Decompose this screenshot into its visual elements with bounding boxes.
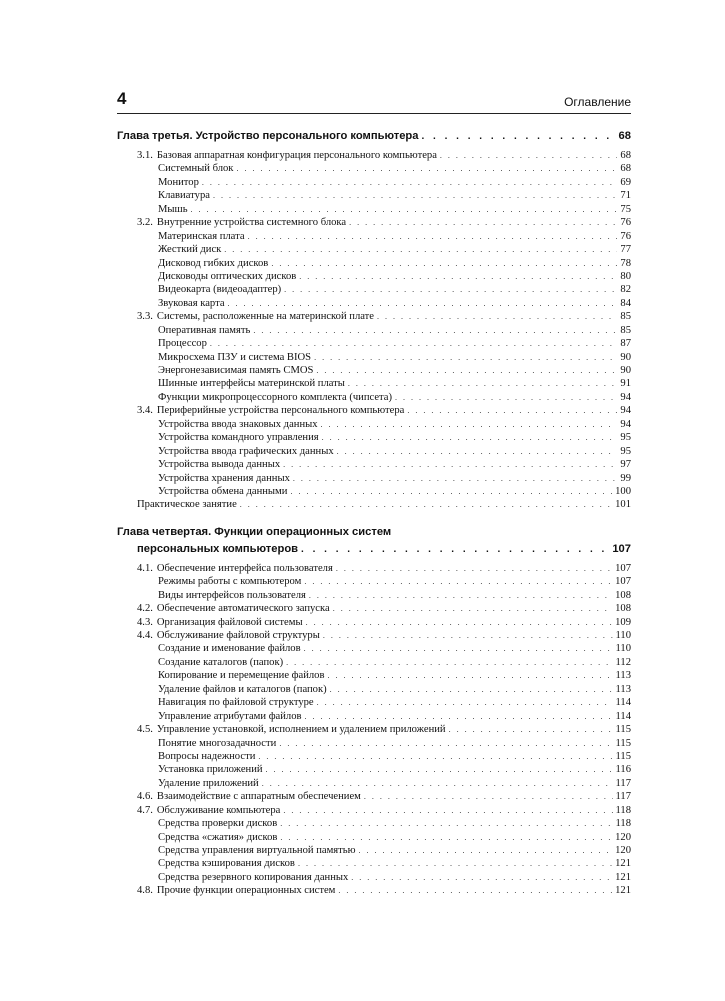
toc-subsection-entry[interactable]	[117, 297, 631, 310]
entry-page-number: 84	[620, 297, 631, 309]
entry-page-number: 85	[620, 311, 631, 323]
entry-page-number: 118	[615, 804, 631, 816]
toc-subsection-entry[interactable]	[117, 485, 631, 498]
dot-leader	[322, 431, 618, 444]
dot-leader	[314, 351, 617, 364]
dot-leader	[279, 737, 612, 750]
entry-page-number: 116	[615, 764, 631, 776]
page-header	[117, 91, 631, 114]
entry-title: Системы, расположенные на материнской плате	[156, 311, 374, 323]
entry-page-number: 94	[620, 418, 631, 430]
toc-subsection-entry[interactable]	[117, 351, 631, 364]
section-number: 4.4.	[137, 630, 153, 641]
spacer	[117, 512, 631, 524]
entry-title: Создание каталогов (папок)	[158, 656, 284, 668]
dot-leader	[258, 750, 612, 763]
entry-title: Внутренние устройства системного блока	[156, 217, 347, 229]
entry-title: Клавиатура	[158, 190, 210, 202]
entry-title: Устройства обмена данными	[158, 485, 288, 497]
entry-page-number: 110	[615, 643, 631, 655]
section-number: 4.2.	[137, 603, 153, 615]
entry-title: Копирование и перемещение файлов	[158, 670, 325, 682]
dot-leader	[349, 216, 617, 229]
section-number: 4.1.	[137, 562, 153, 574]
toc-subsection-entry[interactable]	[117, 458, 631, 471]
section-number: 4.6.	[137, 791, 153, 803]
entry-title: Видеокарта (видеоадаптер)	[158, 284, 282, 296]
section-number: 4.7.	[137, 804, 153, 816]
dot-leader	[317, 696, 613, 709]
dot-leader	[213, 189, 617, 202]
dot-leader	[266, 763, 613, 776]
toc-subsection-entry[interactable]	[117, 431, 631, 444]
toc-subsection-entry[interactable]	[117, 324, 631, 337]
entry-page-number: 113	[615, 683, 631, 695]
chapter-4-page: 107	[612, 542, 631, 555]
toc-subsection-entry[interactable]	[117, 176, 631, 189]
entry-title: Взаимодействие с аппаратным обеспечением	[156, 791, 361, 803]
dot-leader	[364, 790, 613, 803]
chapter-4-title-line2: персональных компьютеров	[137, 542, 299, 555]
dot-leader	[228, 297, 618, 310]
entry-page-number: 121	[615, 885, 631, 897]
toc-subsection-entry[interactable]	[117, 831, 631, 844]
toc-section-entry[interactable]	[117, 216, 631, 229]
chapter-3-title: Глава третья. Устройство персонального компьютера	[117, 130, 419, 142]
page-number: 4	[117, 89, 127, 108]
dot-leader	[240, 498, 612, 511]
entry-page-number: 90	[620, 351, 631, 363]
entry-title: Дисководы оптических дисков	[158, 270, 297, 282]
entry-title: Режимы работы с компьютером	[158, 576, 302, 588]
dot-leader	[298, 857, 612, 870]
toc-subsection-entry[interactable]	[117, 257, 631, 270]
entry-page-number: 117	[615, 791, 631, 803]
entry-page-number: 82	[620, 284, 631, 296]
dot-leader	[336, 562, 612, 575]
toc-subsection-entry[interactable]	[117, 270, 631, 283]
dot-leader	[338, 884, 612, 897]
dot-leader	[304, 642, 613, 655]
section-number: 3.3.	[137, 311, 153, 323]
toc-subsection-entry[interactable]	[117, 377, 631, 390]
entry-title: Обслуживание компьютера	[156, 804, 281, 816]
section-number: 3.1.	[137, 150, 153, 161]
dot-leader	[323, 629, 613, 642]
entry-title: Устройства ввода знаковых данных	[158, 418, 318, 430]
entry-title: Шинные интерфейсы материнской платы	[158, 378, 345, 390]
dot-leader	[304, 575, 612, 588]
toc-section-entry[interactable]	[117, 616, 631, 629]
entry-page-number: 101	[615, 499, 631, 511]
entry-title: Навигация по файловой структуре	[158, 697, 314, 709]
toc-subsection-entry[interactable]	[117, 737, 631, 750]
toc-subsection-entry[interactable]	[117, 472, 631, 485]
entry-page-number: 76	[620, 230, 631, 242]
entry-page-number: 78	[620, 257, 631, 269]
dot-leader	[316, 364, 617, 377]
entry-title: Энергонезависимая память CMOS	[158, 365, 314, 376]
entry-page-number: 115	[615, 724, 631, 736]
toc-subsection-entry[interactable]	[117, 445, 631, 458]
entry-page-number: 90	[620, 365, 631, 376]
entry-page-number: 68	[620, 163, 631, 175]
dot-leader	[271, 257, 617, 270]
entry-title: Организация файловой системы	[156, 616, 303, 628]
entry-title: Жесткий диск	[158, 244, 222, 256]
toc-subsection-entry[interactable]	[117, 364, 631, 377]
entry-title: Создание и именование файлов	[158, 643, 301, 655]
entry-page-number: 68	[620, 150, 631, 161]
entry-title: Обслуживание файловой структуры	[156, 630, 320, 641]
entry-page-number: 100	[615, 485, 631, 497]
dot-leader	[293, 472, 618, 485]
dot-leader	[299, 270, 617, 283]
entry-title: Практическое занятие	[137, 499, 237, 511]
entry-title: Средства управления виртуальной памятью	[158, 845, 356, 856]
dot-leader	[449, 723, 613, 736]
toc-subsection-entry[interactable]	[117, 763, 631, 776]
dot-leader	[253, 324, 617, 337]
entry-title: Прочие функции операционных систем	[156, 885, 336, 897]
toc-subsection-entry[interactable]	[117, 777, 631, 790]
entry-page-number: 94	[620, 405, 631, 417]
entry-title: Оперативная память	[158, 324, 251, 336]
table-of-contents	[117, 128, 631, 898]
entry-title: Вопросы надежности	[158, 750, 256, 762]
entry-title: Монитор	[158, 176, 199, 188]
dot-leader	[330, 683, 613, 696]
toc-subsection-entry[interactable]	[117, 498, 631, 511]
entry-page-number: 91	[620, 378, 631, 390]
dot-leader	[440, 149, 618, 162]
entry-page-number: 114	[615, 710, 631, 722]
toc-subsection-entry[interactable]	[117, 230, 631, 243]
dot-leader	[290, 485, 612, 498]
toc-subsection-entry[interactable]	[117, 642, 631, 655]
toc-subsection-entry[interactable]	[117, 710, 631, 723]
toc-subsection-entry[interactable]	[117, 857, 631, 870]
dot-leader	[280, 817, 612, 830]
entry-title: Обеспечение интерфейса пользователя	[156, 562, 333, 574]
entry-title: Обеспечение автоматического запуска	[156, 603, 330, 615]
toc-section-entry[interactable]	[117, 804, 631, 817]
toc-section-entry[interactable]	[117, 310, 631, 323]
section-number: 3.2.	[137, 217, 153, 229]
entry-page-number: 115	[615, 737, 631, 749]
chapter-3-page: 68	[618, 130, 631, 142]
entry-page-number: 109	[615, 616, 631, 628]
toc-section-entry[interactable]	[117, 723, 631, 736]
entry-title: Мышь	[158, 203, 188, 215]
section-number: 4.5.	[137, 724, 153, 736]
entry-title: Средства «сжатия» дисков	[158, 831, 278, 843]
toc-section-entry[interactable]	[117, 602, 631, 615]
entry-title: Управление атрибутами файлов	[158, 710, 302, 722]
dot-leader	[210, 337, 618, 350]
entry-title: Средства кэширования дисков	[158, 858, 295, 870]
toc-subsection-entry[interactable]	[117, 162, 631, 175]
entry-page-number: 97	[620, 459, 631, 471]
entry-page-number: 120	[615, 831, 631, 843]
toc-subsection-entry[interactable]	[117, 589, 631, 602]
dot-leader	[283, 804, 612, 817]
entry-page-number: 107	[615, 576, 631, 588]
chapter-4-heading-line1[interactable]	[117, 524, 631, 541]
entry-title: Понятие многозадачности	[158, 737, 277, 749]
entry-title: Виды интерфейсов пользователя	[158, 589, 306, 601]
entry-title: Устройства командного управления	[158, 432, 319, 444]
chapter-3-heading[interactable]	[117, 128, 631, 145]
toc-subsection-entry[interactable]	[117, 656, 631, 669]
entry-page-number: 121	[615, 858, 631, 870]
entry-title: Системный блок	[158, 163, 234, 175]
dot-leader	[305, 710, 613, 723]
entry-title: Микросхема ПЗУ и система BIOS	[158, 351, 312, 363]
entry-page-number: 118	[615, 818, 631, 830]
toc-subsection-entry[interactable]	[117, 669, 631, 682]
entry-page-number: 85	[620, 324, 631, 336]
entry-title: Средства резервного копирования данных	[158, 871, 349, 883]
entry-title: Периферийные устройства персонального компьютера	[156, 405, 405, 417]
dot-leader	[262, 777, 613, 790]
chapter-4-heading-line2[interactable]	[117, 541, 631, 558]
entry-page-number: 94	[620, 391, 631, 403]
dot-leader	[377, 310, 617, 323]
dot-leader	[202, 176, 618, 189]
entry-page-number: 114	[615, 697, 631, 709]
entry-page-number: 95	[620, 432, 631, 444]
entry-page-number: 121	[615, 871, 631, 883]
toc-subsection-entry[interactable]	[117, 337, 631, 350]
entry-page-number: 69	[620, 176, 631, 188]
toc-section-entry[interactable]	[117, 404, 631, 417]
toc-subsection-entry[interactable]	[117, 871, 631, 884]
entry-page-number: 80	[620, 270, 631, 282]
entry-page-number: 99	[620, 472, 631, 484]
dot-leader	[248, 230, 618, 243]
section-number: 4.3.	[137, 616, 153, 628]
entry-title: Устройства ввода графических данных	[158, 445, 334, 457]
chapter-4-title-line1: Глава четвертая. Функции операционных систем	[117, 525, 392, 538]
entry-page-number: 115	[615, 750, 631, 762]
dot-leader	[327, 669, 612, 682]
dot-leader	[236, 162, 617, 175]
toc-subsection-entry[interactable]	[117, 696, 631, 709]
entry-title: Установка приложений	[158, 764, 263, 776]
toc-subsection-entry[interactable]	[117, 750, 631, 763]
toc-subsection-entry[interactable]	[117, 243, 631, 256]
entry-title: Процессор	[158, 338, 207, 350]
dot-leader	[351, 871, 612, 884]
dot-leader	[395, 391, 617, 404]
entry-page-number: 71	[620, 190, 631, 202]
entry-title: Средства проверки дисков	[158, 818, 278, 830]
toc-subsection-entry[interactable]	[117, 844, 631, 857]
toc-section-entry[interactable]	[117, 884, 631, 897]
entry-title: Дисковод гибких дисков	[158, 257, 269, 269]
entry-title: Функции микропроцессорного комплекта (чипсета)	[158, 391, 393, 403]
entry-page-number: 75	[620, 203, 631, 215]
dot-leader	[309, 589, 612, 602]
entry-page-number: 108	[615, 589, 631, 601]
dot-leader	[306, 616, 613, 629]
toc-subsection-entry[interactable]	[117, 418, 631, 431]
dot-leader	[333, 602, 612, 615]
toc-section-entry[interactable]	[117, 629, 631, 642]
entry-page-number: 120	[615, 845, 631, 856]
dot-leader	[359, 844, 613, 857]
toc-section-entry[interactable]	[117, 790, 631, 803]
dot-leader	[407, 404, 617, 417]
dot-leader	[284, 283, 617, 296]
toc-subsection-entry[interactable]	[117, 283, 631, 296]
toc-subsection-entry[interactable]	[117, 203, 631, 216]
running-title: Оглавление	[564, 95, 631, 109]
toc-subsection-entry[interactable]	[117, 391, 631, 404]
dot-leader	[422, 128, 616, 145]
dot-leader	[348, 377, 617, 390]
entry-page-number: 87	[620, 338, 631, 350]
entry-title: Управление установкой, исполнением и удалением приложений	[156, 724, 446, 736]
toc-section-entry[interactable]	[117, 149, 631, 162]
entry-page-number: 113	[615, 670, 631, 682]
toc-subsection-entry[interactable]	[117, 683, 631, 696]
toc-subsection-entry[interactable]	[117, 817, 631, 830]
dot-leader	[337, 445, 618, 458]
entry-title: Удаление приложений	[158, 777, 259, 789]
entry-page-number: 117	[615, 777, 631, 789]
entry-page-number: 76	[620, 217, 631, 229]
entry-title: Устройства хранения данных	[158, 472, 290, 484]
dot-leader	[280, 831, 612, 844]
entry-title: Базовая аппаратная конфигурация персонального компьютера	[156, 150, 437, 161]
dot-leader	[191, 203, 618, 216]
dot-leader	[321, 418, 618, 431]
entry-page-number: 110	[615, 630, 631, 641]
section-number: 4.8.	[137, 885, 153, 897]
entry-title: Удаление файлов и каталогов (папок)	[158, 683, 327, 695]
entry-title: Устройства вывода данных	[158, 459, 281, 471]
dot-leader	[301, 541, 609, 558]
entry-title: Материнская плата	[158, 230, 245, 242]
entry-page-number: 112	[615, 656, 631, 668]
entry-page-number: 77	[620, 244, 631, 256]
section-number: 3.4.	[137, 405, 153, 417]
entry-page-number: 108	[615, 603, 631, 615]
entry-page-number: 95	[620, 445, 631, 457]
toc-subsection-entry[interactable]	[117, 575, 631, 588]
toc-section-entry[interactable]	[117, 562, 631, 575]
entry-page-number: 107	[615, 562, 631, 574]
dot-leader	[283, 458, 617, 471]
dot-leader	[286, 656, 612, 669]
entry-title: Звуковая карта	[158, 297, 225, 309]
toc-subsection-entry[interactable]	[117, 189, 631, 202]
dot-leader	[224, 243, 617, 256]
